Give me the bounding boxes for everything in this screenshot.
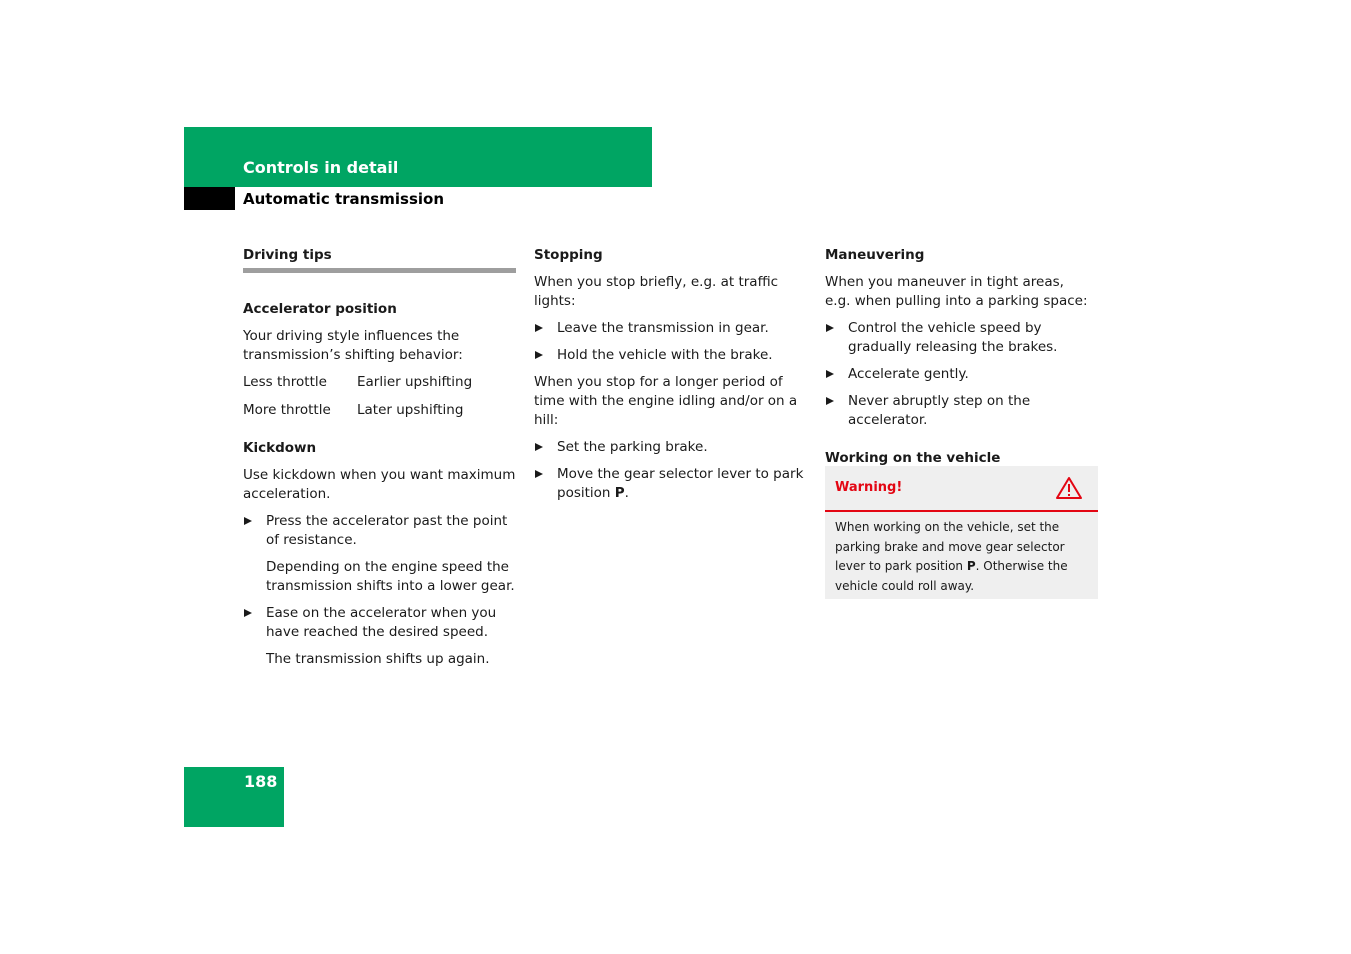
stopping-text: When you stop for a longer period of time with the engine idling and/or on a hill: bbox=[534, 374, 798, 428]
list-item: Control the vehicle speed by gradually releasing the brakes. bbox=[825, 319, 1100, 357]
kickdown-text: Use kickdown when you want maximum acceleration. bbox=[243, 467, 516, 502]
list-item: Never abruptly step on the accelerator. bbox=[825, 392, 1100, 430]
list-item-note: Depending on the engine speed the transmission shifts into a lower gear. bbox=[266, 559, 515, 594]
table-cell: Less throttle bbox=[243, 374, 327, 390]
maneuvering-heading: Maneuvering bbox=[825, 247, 925, 263]
subsection-marker bbox=[184, 187, 235, 210]
list-item: Set the parking brake. bbox=[534, 438, 812, 457]
column-maneuvering bbox=[825, 246, 1100, 468]
list-item: Move the gear selector lever to park position P. bbox=[534, 465, 812, 503]
list-item-note: The transmission shifts up again. bbox=[266, 651, 490, 667]
list-item: Press the accelerator past the point of resistance. bbox=[243, 512, 516, 550]
warning-triangle-icon bbox=[1055, 476, 1083, 500]
accelerator-text: Your driving style influences the transmission’s shifting behavior: bbox=[243, 328, 463, 363]
stopping-heading: Stopping bbox=[534, 247, 603, 263]
stopping-intro: When you stop briefly, e.g. at traffic lights: bbox=[534, 274, 779, 309]
driving-tips-heading: Driving tips bbox=[243, 246, 516, 273]
working-heading: Working on the vehicle bbox=[825, 450, 1001, 466]
table-cell: Earlier upshifting bbox=[357, 374, 473, 390]
list-item: Hold the vehicle with the brake. bbox=[534, 346, 812, 365]
warning-title: Warning! bbox=[835, 480, 903, 495]
list-item: Leave the transmission in gear. bbox=[534, 319, 812, 338]
kickdown-heading: Kickdown bbox=[243, 440, 317, 456]
list-item: Ease on the accelerator when you have reached the desired speed. bbox=[243, 604, 516, 642]
column-stopping bbox=[534, 246, 812, 503]
subsection-title: Automatic transmission bbox=[243, 190, 444, 208]
warning-header bbox=[825, 466, 1098, 512]
warning-text: When working on the vehicle, set the parking brake and move gear selector lever to park position P. Otherwise the vehicle could roll away. bbox=[835, 520, 1068, 593]
accelerator-heading: Accelerator position bbox=[243, 301, 397, 317]
table-cell: More throttle bbox=[243, 402, 331, 418]
column-driving-tips bbox=[243, 246, 516, 669]
list-item: Accelerate gently. bbox=[825, 365, 1100, 384]
warning-box bbox=[825, 466, 1098, 599]
page-number: 188 bbox=[244, 772, 278, 791]
table-cell: Later upshifting bbox=[357, 402, 464, 418]
section-title: Controls in detail bbox=[243, 158, 399, 177]
maneuvering-intro: When you maneuver in tight areas, e.g. when pulling into a parking space: bbox=[825, 274, 1088, 309]
throttle-table bbox=[243, 373, 516, 420]
header-band bbox=[184, 127, 652, 187]
